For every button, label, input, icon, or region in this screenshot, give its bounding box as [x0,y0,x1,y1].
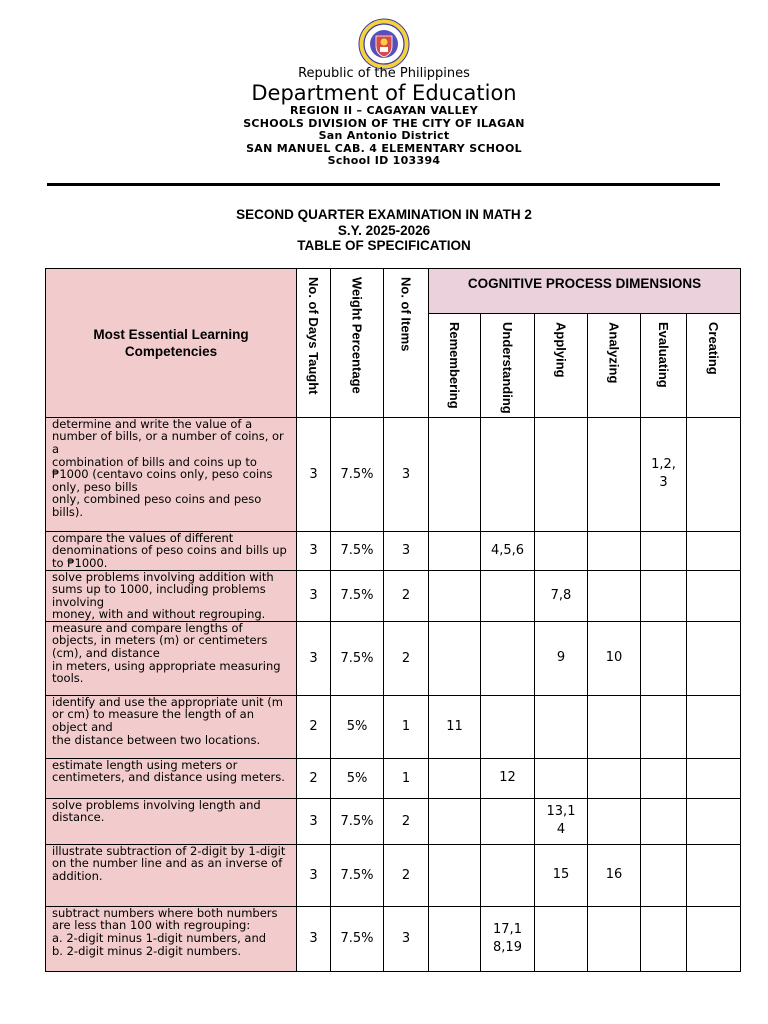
cognitive-dimensions-header: COGNITIVE PROCESS DIMENSIONS [429,269,741,314]
dim-analyzing-cell [588,695,641,758]
dim-understanding-cell: 12 [481,758,535,798]
weight-percentage-header: Weight Percentage [331,269,384,418]
dim-creating-cell [687,695,741,758]
dim-applying-cell [535,531,588,570]
weight-cell: 7.5% [331,844,384,906]
dim-understanding-cell [481,844,535,906]
days-taught-header: No. of Days Taught [297,269,331,418]
dim-creating-cell [687,417,741,531]
weight-cell: 7.5% [331,906,384,971]
dim-evaluating-cell [641,695,687,758]
dim-evaluating-cell [641,906,687,971]
district-line: San Antonio District [318,129,450,142]
days-cell: 3 [297,844,331,906]
dim-applying-cell [535,695,588,758]
competencies-header: Most Essential Learning Competencies [46,269,297,418]
school-info [0,105,768,168]
dim-evaluating-cell [641,531,687,570]
dim-applying-cell: 13,1 4 [535,798,588,844]
weight-cell: 7.5% [331,417,384,531]
dim-creating-cell [687,906,741,971]
table-row [46,531,741,570]
dim-remembering-cell [429,621,481,695]
days-cell: 2 [297,695,331,758]
competency-cell: identify and use the appropriate unit (m or cm) to measure the length of an object and the distance between two locations. [46,695,297,758]
dim-understanding-cell [481,798,535,844]
header-divider [47,183,720,186]
weight-cell: 7.5% [331,570,384,621]
dim-analyzing-header: Analyzing [588,314,641,418]
days-cell: 3 [297,531,331,570]
dim-applying-cell: 7,8 [535,570,588,621]
dim-analyzing-cell [588,417,641,531]
dim-understanding-cell: 4,5,6 [481,531,535,570]
table-row [46,798,741,844]
weight-cell: 7.5% [331,531,384,570]
days-cell: 3 [297,798,331,844]
region-line: REGION II – CAGAYAN VALLEY [290,104,478,117]
dim-evaluating-cell [641,621,687,695]
republic-text: Republic of the Philippines [298,66,470,81]
dim-remembering-cell [429,798,481,844]
competency-cell: subtract numbers where both numbers are less than 100 with regrouping: a. 2-digit minus 1-digit numbers, and b. 2-digit minus 2-digit numbers. [46,906,297,971]
items-cell: 1 [384,758,429,798]
dim-creating-cell [687,758,741,798]
dim-creating-cell [687,798,741,844]
competency-cell: compare the values of different denominations of peso coins and bills up to ₱1000. [46,531,297,570]
competency-cell: solve problems involving addition with sums up to 1000, including problems involving money, with and without regrouping. [46,570,297,621]
school-id-line: School ID 103394 [327,154,441,167]
days-cell: 3 [297,621,331,695]
exam-title: SECOND QUARTER EXAMINATION IN MATH 2 [236,207,532,222]
days-cell: 3 [297,417,331,531]
dim-applying-cell: 9 [535,621,588,695]
table-row [46,758,741,798]
days-cell: 3 [297,906,331,971]
dim-remembering-header: Remembering [429,314,481,418]
dim-analyzing-cell: 10 [588,621,641,695]
dim-creating-cell [687,531,741,570]
dim-evaluating-cell [641,570,687,621]
competency-cell: determine and write the value of a number of bills, or a number of coins, or a combination of bills and coins up to ₱1000 (centavo coins only, peso coins only, peso bills only, combined peso coins and peso bills). [46,417,297,531]
table-row [46,417,741,531]
weight-cell: 7.5% [331,621,384,695]
weight-cell: 5% [331,695,384,758]
competency-cell: measure and compare lengths of objects, in meters (m) or centimeters (cm), and distance in meters, using appropriate measuring tools. [46,621,297,695]
tos-title: TABLE OF SPECIFICATION [297,238,471,253]
dim-creating-cell [687,570,741,621]
items-cell: 2 [384,570,429,621]
dim-understanding-cell [481,417,535,531]
items-cell: 2 [384,798,429,844]
dim-evaluating-cell: 1,2, 3 [641,417,687,531]
dim-creating-header: Creating [687,314,741,418]
items-cell: 3 [384,417,429,531]
division-line: SCHOOLS DIVISION OF THE CITY OF ILAGAN [243,116,525,130]
table-row [46,621,741,695]
table-row [46,695,741,758]
table-row [46,906,741,971]
department-title: Department of Education [251,81,517,105]
dim-remembering-cell [429,844,481,906]
competency-cell: solve problems involving length and distance. [46,798,297,844]
dim-applying-header: Applying [535,314,588,418]
dim-evaluating-cell [641,758,687,798]
dim-understanding-cell [481,695,535,758]
items-cell: 2 [384,844,429,906]
weight-cell: 7.5% [331,798,384,844]
deped-seal-logo [358,18,410,70]
dim-understanding-cell [481,621,535,695]
dim-analyzing-cell [588,906,641,971]
dim-applying-cell [535,758,588,798]
dim-remembering-cell [429,570,481,621]
dim-evaluating-cell [641,798,687,844]
dim-remembering-cell: 11 [429,695,481,758]
dim-remembering-cell [429,531,481,570]
dim-evaluating-cell [641,844,687,906]
days-cell: 3 [297,570,331,621]
table-of-specification [45,268,741,972]
dim-understanding-cell [481,570,535,621]
days-cell: 2 [297,758,331,798]
document-titles [0,207,768,254]
dim-remembering-cell [429,906,481,971]
dim-analyzing-cell [588,531,641,570]
dim-applying-cell [535,417,588,531]
competency-cell: illustrate subtraction of 2-digit by 1-digit on the number line and as an inverse of addition. [46,844,297,906]
items-cell: 2 [384,621,429,695]
dim-creating-cell [687,844,741,906]
weight-cell: 5% [331,758,384,798]
items-cell: 3 [384,531,429,570]
dim-analyzing-cell: 16 [588,844,641,906]
competency-cell: estimate length using meters or centimeters, and distance using meters. [46,758,297,798]
dim-analyzing-cell [588,570,641,621]
table-row [46,844,741,906]
dim-remembering-cell [429,758,481,798]
dim-applying-cell: 15 [535,844,588,906]
dim-analyzing-cell [588,798,641,844]
items-header: No. of Items [384,269,429,418]
items-cell: 1 [384,695,429,758]
items-cell: 3 [384,906,429,971]
school-year: S.Y. 2025-2026 [337,222,431,238]
table-row [46,570,741,621]
dim-evaluating-header: Evaluating [641,314,687,418]
dim-applying-cell [535,906,588,971]
dim-understanding-header: Understanding [481,314,535,418]
dim-understanding-cell: 17,1 8,19 [481,906,535,971]
dim-remembering-cell [429,417,481,531]
dim-creating-cell [687,621,741,695]
school-line: SAN MANUEL CAB. 4 ELEMENTARY SCHOOL [246,141,522,155]
dim-analyzing-cell [588,758,641,798]
